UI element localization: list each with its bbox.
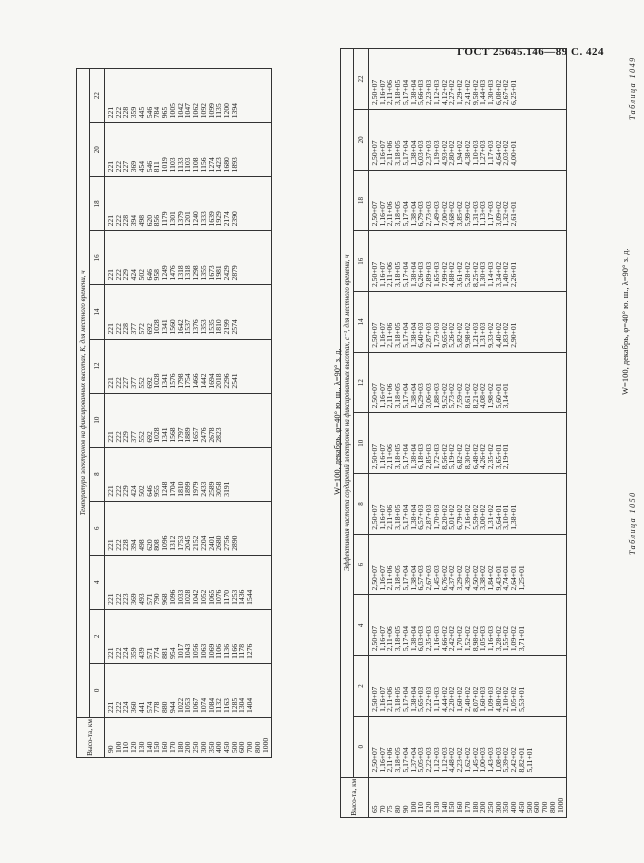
value-column-8: 2,50+07 1,16+07 2,11+06 3,18+05 5,17+04 1,38+04 6,57+03 2,87+03 1,70+03 8,20+02 5,01+02 6,79+02 7,16+02 5,59+02 3,00+02 1,31+02 5,64+01 3,10+01 1,38+01 bbox=[369, 474, 567, 535]
value-column-18: 2,50+07 1,16+07 2,11+06 3,18+05 5,17+04 1,38+04 6,79+03 2,73+03 1,49+03 7,00+02 4,68+02 3,85+02 5,99+02 1,31+03 1,13+03 1,17+03 3,09+02 1,32+02 2,61+01 bbox=[369, 170, 567, 231]
time-header-3: 6 bbox=[90, 501, 105, 555]
time-header-7: 14 bbox=[90, 285, 105, 339]
value-column-14: 2,50+07 1,16+07 2,11+06 3,18+05 5,17+04 1,38+04 6,40+03 2,87+03 1,73+03 9,65+02 5,26+02 5,82+02 9,98+02 1,21+03 1,31+03 9,33+02 4,40+02 1,83+02 2,90+01 bbox=[369, 292, 567, 353]
value-column-4: 221 222 223 369 493 571 790 968 1096 1033 1028 1042 1052 1065 1076 1170 1253 1436 1544 bbox=[105, 555, 272, 609]
time-header-0: 0 bbox=[354, 716, 369, 777]
time-header-11: 22 bbox=[354, 49, 369, 110]
time-header-2: 4 bbox=[90, 555, 105, 609]
span-header: Эффективная частота соударений электронов на фиксированных высотах, с⁻¹, для местного времени, ч bbox=[341, 49, 354, 778]
value-column-0: 2,50+07 1,16+07 2,11+06 3,18+05 5,17+04 1,37+04 5,05+03 2,22+03 1,12+03 1,12+03 4,48+02 2,23+02 1,62+02 1,45+02 1,00+03 1,43+03 1,08+03 5,39+02 2,42+02 8,82+01 5,11+01 bbox=[369, 716, 567, 777]
time-header-2: 4 bbox=[354, 595, 369, 656]
value-column-12: 2,50+07 1,16+07 2,11+06 3,18+05 5,17+04 1,38+04 6,29+03 3,06+03 1,88+03 9,52+02 5,73+02 7,59+02 8,61+02 8,21+02 4,08+02 1,98+02 5,60+01 3,14+01 bbox=[369, 352, 567, 413]
value-column-20: 2,50+07 1,16+07 2,11+06 3,18+05 5,17+04 1,38+04 6,03+03 2,37+03 1,19+03 4,93+02 2,80+02 1,94+02 4,38+02 1,10+03 1,27+03 1,17+03 4,64+02 2,03+02 4,00+01 bbox=[369, 109, 567, 170]
table-1049 bbox=[76, 68, 272, 758]
time-header-11: 22 bbox=[90, 69, 105, 123]
time-header-5: 10 bbox=[354, 413, 369, 474]
time-header-5: 10 bbox=[90, 393, 105, 447]
span-header: Температура электронов на фиксированных высотах, К, для местного времени, ч bbox=[77, 69, 90, 718]
value-column-16: 2,50+07 1,16+07 2,11+06 3,18+05 5,17+04 1,38+04 6,26+03 2,89+03 1,65+03 7,99+02 4,88+02 3,61+02 5,28+02 8,25+02 1,30+03 1,14+03 3,34+02 1,40+02 2,26+01 bbox=[369, 231, 567, 292]
height-header: Высо-та, км bbox=[341, 777, 369, 817]
value-column-10: 2,50+07 1,16+07 2,11+06 3,18+05 5,17+04 1,38+04 6,18+03 2,85+03 1,72+03 8,56+02 5,19+02 6,82+02 8,30+02 6,48+02 4,26+02 2,35+02 3,65+01 2,19+01 bbox=[369, 413, 567, 474]
time-header-0: 0 bbox=[90, 663, 105, 717]
time-header-6: 12 bbox=[90, 339, 105, 393]
time-header-7: 14 bbox=[354, 292, 369, 353]
value-column-0: 221 222 224 360 441 574 778 880 944 1022 1053 1067 1074 1084 1132 1163 1285 1304 1404 bbox=[105, 663, 272, 717]
value-column-22: 221 222 228 359 445 546 784 965 1005 1042 1047 1062 1092 1099 1135 1200 1394 bbox=[105, 69, 272, 123]
time-header-1: 2 bbox=[354, 656, 369, 717]
time-header-8: 16 bbox=[90, 231, 105, 285]
time-header-1: 2 bbox=[90, 609, 105, 663]
table-title-1049: W=100, декабрь, φ=40° ю. ш., λ=90° з. д. bbox=[620, 248, 630, 395]
table-1050-wrapper bbox=[340, 48, 567, 818]
value-column-2: 2,50+07 1,16+07 2,11+06 3,18+05 5,17+04 1,38+04 5,65+03 2,22+03 1,11+03 4,44+02 2,20+02 1,60+02 2,40+02 8,07+02 1,60+03 1,09+03 4,80+02 2,10+02 1,05+02 5,53+01 bbox=[369, 656, 567, 717]
table-title-1050: W=100, декабрь, φ=40° ю. ш., λ=90° з. д. bbox=[332, 348, 342, 495]
time-header-4: 8 bbox=[354, 474, 369, 535]
page-header-gost: ГОСТ 25645.146—89 С. 424 bbox=[457, 46, 604, 58]
value-column-2: 221 222 224 359 439 571 774 881 954 1017 1043 1056 1063 1069 1106 1136 1166 1178 1276 bbox=[105, 609, 272, 663]
value-column-18: 221 222 228 394 498 620 856 1179 1301 1379 1201 1240 1333 1639 1929 2174 2390 bbox=[105, 177, 272, 231]
value-column-20: 221 222 227 369 454 546 811 1019 1103 1133 1103 1108 1156 1274 1423 1680 1893 bbox=[105, 123, 272, 177]
table-number-1050: Таблица 1050 bbox=[628, 491, 637, 555]
time-header-8: 16 bbox=[354, 231, 369, 292]
value-column-8: 221 222 229 424 502 646 955 1248 1704 1810 1899 1979 2433 2589 3058 3191 bbox=[105, 447, 272, 501]
height-header: Высо-та, км bbox=[77, 717, 105, 757]
time-header-10: 20 bbox=[354, 109, 369, 170]
value-column-22: 2,50+07 1,16+07 2,11+06 3,18+05 5,17+04 1,38+04 5,66+03 2,23+03 1,12+03 4,12+02 2,27+02 1,29+02 2,41+02 9,58+02 1,44+03 1,30+03 6,08+02 2,67+02 6,25+01 bbox=[369, 49, 567, 110]
value-column-14: 221 222 228 377 572 692 1028 1341 1560 1642 1537 1376 1353 1535 1810 2199 2574 bbox=[105, 285, 272, 339]
value-column-6: 2,50+07 1,16+07 2,11+06 3,18+05 5,17+04 1,38+04 6,57+03 2,67+03 1,45+03 6,76+02 4,37+02 3,29+02 4,39+02 4,50+02 3,38+02 1,84+02 9,43+01 4,74+01 2,64+01 1,25+01 bbox=[369, 534, 567, 595]
table-1049-wrapper bbox=[76, 68, 272, 758]
value-column-4: 2,50+07 1,16+07 2,11+06 3,18+05 5,17+04 1,38+04 6,03+03 2,35+03 1,16+03 4,66+02 2,42+02 1,70+02 1,52+02 8,98+02 1,05+03 1,16+03 3,28+02 1,55+02 1,09+02 3,71+01 bbox=[369, 595, 567, 656]
height-column: 90 100 110 120 130 140 150 160 170 180 200 250 300 350 400 450 500 600 700 800 1000 bbox=[105, 717, 272, 757]
time-header-3: 6 bbox=[354, 534, 369, 595]
value-column-16: 221 222 229 424 502 646 958 1249 1476 1318 1318 1298 1355 1673 1981 2429 2879 bbox=[105, 231, 272, 285]
time-header-9: 18 bbox=[354, 170, 369, 231]
table-number-1049: Таблица 1049 bbox=[628, 56, 637, 120]
value-column-10: 221 222 229 377 552 692 1028 1341 1568 1797 1889 1657 2476 2678 2823 bbox=[105, 393, 272, 447]
time-header-9: 18 bbox=[90, 177, 105, 231]
time-header-10: 20 bbox=[90, 123, 105, 177]
time-header-4: 8 bbox=[90, 447, 105, 501]
height-column: 65 70 75 80 90 100 110 120 130 140 150 160 170 180 200 250 300 350 400 450 500 600 700 800 1000 bbox=[369, 777, 567, 817]
time-header-6: 12 bbox=[354, 352, 369, 413]
table-1050 bbox=[340, 48, 567, 818]
value-column-6: 221 222 228 394 498 620 808 1096 1312 1753 2045 2152 2204 2401 2680 2756 2890 bbox=[105, 501, 272, 555]
value-column-12: 221 222 227 377 552 692 1028 1341 1576 1798 1754 1466 1442 1694 2018 2296 2541 bbox=[105, 339, 272, 393]
